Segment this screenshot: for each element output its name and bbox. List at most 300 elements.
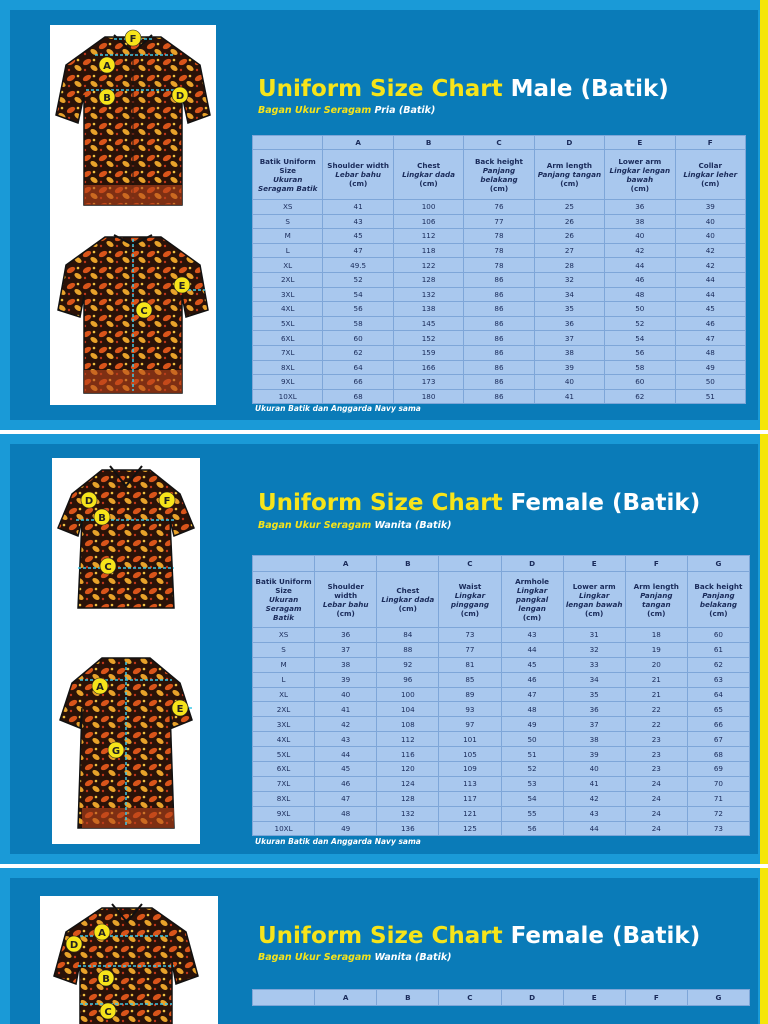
measurement-cell: 40 (315, 687, 377, 702)
size-cell: 7XL (253, 776, 315, 791)
measurement-cell: 86 (464, 389, 534, 404)
column-letter: C (439, 556, 501, 572)
measurement-cell: 73 (687, 821, 749, 836)
page-title (258, 923, 700, 949)
measurement-cell: 60 (687, 628, 749, 643)
size-chart-page-male (0, 0, 768, 430)
marker-c-label: C (140, 306, 148, 317)
header-translation: Panjang belakang (699, 590, 738, 609)
size-cell: M (253, 657, 315, 672)
header-main-label: Waist (458, 581, 482, 591)
measurement-cell: 97 (439, 717, 501, 732)
measurement-cell: 36 (605, 200, 675, 215)
measurement-cell: 84 (377, 628, 439, 643)
header-translation: Lingkar pinggang (450, 590, 489, 609)
size-cell: 2XL (253, 702, 315, 717)
measurement-cell: 67 (687, 732, 749, 747)
measurement-cell: 52 (323, 272, 393, 287)
measurement-cell: 69 (687, 762, 749, 777)
column-letter: G (687, 556, 749, 572)
header-unit: (cm) (647, 608, 666, 618)
size-cell: 9XL (253, 806, 315, 821)
measurement-cell: 35 (563, 687, 625, 702)
measurement-cell: 54 (323, 287, 393, 302)
measurement-cell: 124 (377, 776, 439, 791)
title-highlight: Uniform Size Chart (258, 76, 503, 102)
measurement-cell: 62 (323, 345, 393, 360)
measurement-cell: 125 (439, 821, 501, 836)
measurement-cell: 43 (323, 214, 393, 229)
measurement-cell: 72 (687, 806, 749, 821)
measurement-cell: 24 (625, 806, 687, 821)
header-main-label: Lower arm (618, 156, 662, 166)
column-letter: D (534, 136, 604, 150)
measurement-cell: 48 (605, 287, 675, 302)
measurement-cell: 173 (393, 375, 463, 390)
measurement-cell: 47 (323, 243, 393, 258)
size-cell: 6XL (253, 762, 315, 777)
measurement-cell: 49 (501, 717, 563, 732)
size-cell: 5XL (253, 747, 315, 762)
column-header (439, 572, 501, 628)
column-header (393, 150, 463, 200)
column-letter: F (675, 136, 745, 150)
measurement-cell: 86 (464, 375, 534, 390)
measurement-cell: 40 (605, 229, 675, 244)
column-header (501, 572, 563, 628)
column-header (675, 150, 745, 200)
table-row (253, 642, 750, 657)
measurement-cell: 23 (625, 762, 687, 777)
footnote: Ukuran Batik dan Anggarda Navy sama (255, 404, 421, 413)
header-main-label: Collar (698, 161, 723, 170)
column-header (253, 572, 315, 628)
subtitle-variant: Wanita (Batik) (371, 952, 452, 963)
measurement-cell: 34 (563, 672, 625, 687)
subtitle-variant: Pria (Batik) (371, 105, 436, 116)
measurement-cell: 42 (563, 791, 625, 806)
marker-c-label: C (104, 562, 112, 573)
size-cell: XL (253, 687, 315, 702)
measurement-cell: 68 (687, 747, 749, 762)
table-row (253, 776, 750, 791)
header-translation: Lebar bahu (322, 599, 369, 609)
marker-d-label: D (175, 91, 185, 102)
column-letter: A (315, 556, 377, 572)
measurement-cell: 24 (625, 791, 687, 806)
header-translation: Lingkar dada (381, 595, 435, 604)
measurement-cell: 38 (534, 345, 604, 360)
column-letter: A (315, 990, 377, 1006)
size-cell: 4XL (253, 732, 315, 747)
size-table-male (252, 135, 746, 404)
measurement-cell: 28 (534, 258, 604, 273)
page-subtitle (258, 952, 452, 963)
table-row (253, 732, 750, 747)
male-shirt-illustration (50, 25, 216, 405)
measurement-cell: 41 (534, 389, 604, 404)
measurement-cell: 51 (675, 389, 745, 404)
measurement-cell: 81 (439, 657, 501, 672)
measurement-cell: 56 (501, 821, 563, 836)
measurement-cell: 36 (315, 628, 377, 643)
header-main-label: Shoulder width (327, 581, 364, 600)
measurement-cell: 41 (323, 200, 393, 215)
size-cell: S (253, 214, 323, 229)
measurement-cell: 56 (605, 345, 675, 360)
table-row (253, 762, 750, 777)
column-header-row (253, 572, 750, 628)
column-header (464, 150, 534, 200)
measurement-cell: 46 (501, 672, 563, 687)
marker-d-label: D (84, 496, 94, 507)
column-header (315, 572, 377, 628)
size-cell: 2XL (253, 272, 323, 287)
measurement-cell: 132 (377, 806, 439, 821)
measurement-cell: 47 (501, 687, 563, 702)
marker-d-label: D (69, 940, 79, 951)
measurement-cell: 63 (687, 672, 749, 687)
measurement-cell: 86 (464, 360, 534, 375)
measurement-cell: 49.5 (323, 258, 393, 273)
column-letter: E (563, 990, 625, 1006)
measurement-cell: 39 (675, 200, 745, 215)
page-title (258, 490, 700, 516)
measurement-cell: 47 (675, 331, 745, 346)
measurement-cell: 108 (377, 717, 439, 732)
measurement-cell: 40 (675, 214, 745, 229)
measurement-cell: 86 (464, 331, 534, 346)
measurement-cell: 50 (501, 732, 563, 747)
yellow-edge-stripe (760, 868, 768, 1024)
measurement-cell: 44 (605, 258, 675, 273)
column-header (253, 150, 323, 200)
measurement-cell: 44 (501, 642, 563, 657)
table-row (253, 702, 750, 717)
measurement-cell: 43 (315, 732, 377, 747)
measurement-cell: 32 (534, 272, 604, 287)
measurement-cell: 37 (315, 642, 377, 657)
marker-a-label: A (103, 61, 111, 72)
column-header (323, 150, 393, 200)
size-cell: 10XL (253, 821, 315, 836)
measurement-cell: 42 (605, 243, 675, 258)
measurement-cell: 77 (464, 214, 534, 229)
measurement-cell: 159 (393, 345, 463, 360)
table-row (253, 243, 746, 258)
measurement-cell: 21 (625, 687, 687, 702)
header-main-label: Arm length (633, 581, 679, 591)
table-row (253, 229, 746, 244)
size-cell: XS (253, 628, 315, 643)
measurement-cell: 117 (439, 791, 501, 806)
measurement-cell: 46 (605, 272, 675, 287)
header-translation: Panjang tangan (640, 590, 673, 609)
subtitle-highlight: Bagan Ukur Seragam (258, 105, 372, 116)
table-row (253, 331, 746, 346)
header-unit: (cm) (630, 183, 649, 193)
header-translation: Panjang belakang (480, 165, 518, 184)
measurement-cell: 23 (625, 732, 687, 747)
measurement-cell: 27 (534, 243, 604, 258)
measurement-cell: 66 (687, 717, 749, 732)
measurement-cell: 18 (625, 628, 687, 643)
measurement-cell: 26 (534, 214, 604, 229)
measurement-cell: 22 (625, 717, 687, 732)
measurement-cell: 38 (605, 214, 675, 229)
table-row (253, 316, 746, 331)
column-letter-row (253, 990, 750, 1006)
header-translation: Panjang tangan (537, 170, 602, 179)
table-row (253, 302, 746, 317)
measurement-cell: 20 (625, 657, 687, 672)
measurement-cell: 40 (563, 762, 625, 777)
measurement-cell: 116 (377, 747, 439, 762)
measurement-cell: 104 (377, 702, 439, 717)
measurement-cell: 42 (675, 258, 745, 273)
marker-f-label: F (129, 34, 137, 45)
column-header (605, 150, 675, 200)
table-row (253, 821, 750, 836)
measurement-cell: 120 (377, 762, 439, 777)
size-chart-page-female (0, 434, 768, 864)
header-main-label: Back height (474, 156, 523, 166)
measurement-cell: 24 (625, 821, 687, 836)
header-main-label: Back height (694, 581, 743, 591)
measurement-cell: 121 (439, 806, 501, 821)
header-main-label: Batik Uniform Size (259, 156, 316, 175)
measurement-cell: 89 (439, 687, 501, 702)
header-main-label: Arm length (546, 161, 593, 170)
table-row (253, 375, 746, 390)
measurement-cell: 166 (393, 360, 463, 375)
header-unit: (cm) (701, 179, 720, 188)
size-cell: S (253, 642, 315, 657)
size-cell: XS (253, 200, 323, 215)
marker-e-label: E (176, 704, 184, 715)
measurement-cell: 78 (464, 229, 534, 244)
table-row (253, 287, 746, 302)
table-row (253, 200, 746, 215)
measurement-cell: 42 (675, 243, 745, 258)
column-letter: C (464, 136, 534, 150)
header-main-label: Shoulder width (327, 161, 389, 170)
measurement-cell: 76 (464, 200, 534, 215)
measurement-cell: 96 (377, 672, 439, 687)
measurement-cell: 36 (534, 316, 604, 331)
table-row (253, 360, 746, 375)
marker-c-label: C (104, 1007, 112, 1018)
measurement-cell: 38 (315, 657, 377, 672)
measurement-cell: 50 (675, 375, 745, 390)
measurement-cell: 49 (315, 821, 377, 836)
title-variant: Female (Batik) (502, 490, 701, 516)
measurement-cell: 88 (377, 642, 439, 657)
measurement-cell: 152 (393, 331, 463, 346)
column-letter: A (323, 136, 393, 150)
measurement-cell: 49 (675, 360, 745, 375)
header-main-label: Chest (417, 161, 441, 170)
marker-f-label: F (163, 496, 171, 507)
measurement-cell: 77 (439, 642, 501, 657)
measurement-cell: 48 (675, 345, 745, 360)
size-cell: 7XL (253, 345, 323, 360)
measurement-cell: 44 (675, 287, 745, 302)
table-row (253, 389, 746, 404)
measurement-cell: 73 (439, 628, 501, 643)
column-header (625, 572, 687, 628)
measurement-cell: 109 (439, 762, 501, 777)
table-row (253, 747, 750, 762)
measurement-cell: 37 (534, 331, 604, 346)
header-translation: Lebar bahu (335, 170, 381, 179)
measurement-cell: 101 (439, 732, 501, 747)
title-variant: Female (Batik) (502, 923, 701, 949)
header-unit: (cm) (585, 608, 604, 618)
page-title (258, 76, 669, 102)
header-unit: (cm) (560, 179, 579, 188)
measurement-cell: 100 (393, 200, 463, 215)
measurement-cell: 48 (315, 806, 377, 821)
measurement-cell: 132 (393, 287, 463, 302)
female-shirt-illustration (40, 896, 218, 1024)
measurement-cell: 45 (675, 302, 745, 317)
measurement-cell: 70 (687, 776, 749, 791)
shirt-image-panel (40, 896, 218, 1024)
measurement-cell: 25 (534, 200, 604, 215)
measurement-cell: 65 (687, 702, 749, 717)
measurement-cell: 128 (393, 272, 463, 287)
measurement-cell: 54 (501, 791, 563, 806)
table-row (253, 628, 750, 643)
measurement-cell: 21 (625, 672, 687, 687)
measurement-cell: 60 (605, 375, 675, 390)
measurement-cell: 55 (501, 806, 563, 821)
measurement-cell: 44 (315, 747, 377, 762)
measurement-cell: 42 (315, 717, 377, 732)
measurement-cell: 38 (563, 732, 625, 747)
header-main-label: Lower arm (572, 581, 616, 591)
measurement-cell: 23 (625, 747, 687, 762)
column-letter: F (625, 990, 687, 1006)
measurement-cell: 46 (675, 316, 745, 331)
column-header (534, 150, 604, 200)
marker-a-label: A (98, 928, 106, 939)
measurement-cell: 53 (501, 776, 563, 791)
title-highlight: Uniform Size Chart (258, 923, 503, 949)
header-unit: (cm) (336, 608, 355, 618)
measurement-cell: 46 (315, 776, 377, 791)
measurement-cell: 112 (377, 732, 439, 747)
measurement-cell: 68 (323, 389, 393, 404)
size-cell: XL (253, 258, 323, 273)
measurement-cell: 52 (501, 762, 563, 777)
size-cell: L (253, 243, 323, 258)
measurement-cell: 45 (323, 229, 393, 244)
measurement-cell: 93 (439, 702, 501, 717)
measurement-cell: 19 (625, 642, 687, 657)
size-cell: 4XL (253, 302, 323, 317)
table-row (253, 258, 746, 273)
column-letter: C (439, 990, 501, 1006)
table-row (253, 806, 750, 821)
column-header (563, 572, 625, 628)
header-unit: (cm) (460, 608, 480, 618)
measurement-cell: 86 (464, 345, 534, 360)
yellow-edge-stripe (760, 434, 768, 864)
table-row (253, 345, 746, 360)
measurement-cell: 45 (501, 657, 563, 672)
measurement-cell: 112 (393, 229, 463, 244)
measurement-cell: 36 (563, 702, 625, 717)
measurement-cell: 43 (563, 806, 625, 821)
table-row (253, 272, 746, 287)
subtitle-highlight: Bagan Ukur Seragam (258, 520, 372, 531)
measurement-cell: 78 (464, 243, 534, 258)
measurement-cell: 40 (534, 375, 604, 390)
blank-cell (253, 136, 323, 150)
measurement-cell: 47 (315, 791, 377, 806)
header-unit: (cm) (489, 183, 509, 193)
size-cell: L (253, 672, 315, 687)
size-cell: M (253, 229, 323, 244)
table-row (253, 214, 746, 229)
measurement-cell: 41 (563, 776, 625, 791)
header-translation: Lingkar dada (402, 170, 456, 179)
page-subtitle (258, 520, 452, 531)
measurement-cell: 64 (323, 360, 393, 375)
measurement-cell: 58 (605, 360, 675, 375)
marker-e-label: E (178, 281, 186, 292)
header-unit: (cm) (709, 608, 728, 618)
size-cell: 8XL (253, 360, 323, 375)
measurement-cell: 105 (439, 747, 501, 762)
measurement-cell: 122 (393, 258, 463, 273)
measurement-cell: 61 (687, 642, 749, 657)
header-unit: (cm) (348, 179, 368, 188)
column-letter: E (563, 556, 625, 572)
measurement-cell: 138 (393, 302, 463, 317)
footnote: Ukuran Batik dan Anggarda Navy sama (255, 837, 421, 846)
subtitle-highlight: Bagan Ukur Seragam (258, 952, 372, 963)
measurement-cell: 48 (501, 702, 563, 717)
measurement-cell: 64 (687, 687, 749, 702)
size-cell: 6XL (253, 331, 323, 346)
column-letter: E (605, 136, 675, 150)
measurement-cell: 31 (563, 628, 625, 643)
table-row (253, 717, 750, 732)
column-letter: B (377, 556, 439, 572)
measurement-cell: 52 (605, 316, 675, 331)
subtitle-variant: Wanita (Batik) (371, 520, 452, 531)
measurement-cell: 37 (563, 717, 625, 732)
measurement-cell: 86 (464, 316, 534, 331)
column-letter: D (501, 990, 563, 1006)
size-cell: 3XL (253, 717, 315, 732)
marker-b-label: B (103, 93, 111, 104)
measurement-cell: 78 (464, 258, 534, 273)
marker-g-label: G (111, 746, 121, 757)
measurement-cell: 45 (315, 762, 377, 777)
table-row (253, 687, 750, 702)
measurement-cell: 180 (393, 389, 463, 404)
column-letter: B (393, 136, 463, 150)
column-header-row (253, 150, 746, 200)
measurement-cell: 136 (377, 821, 439, 836)
measurement-cell: 71 (687, 791, 749, 806)
title-highlight: Uniform Size Chart (258, 490, 503, 516)
column-header (377, 572, 439, 628)
